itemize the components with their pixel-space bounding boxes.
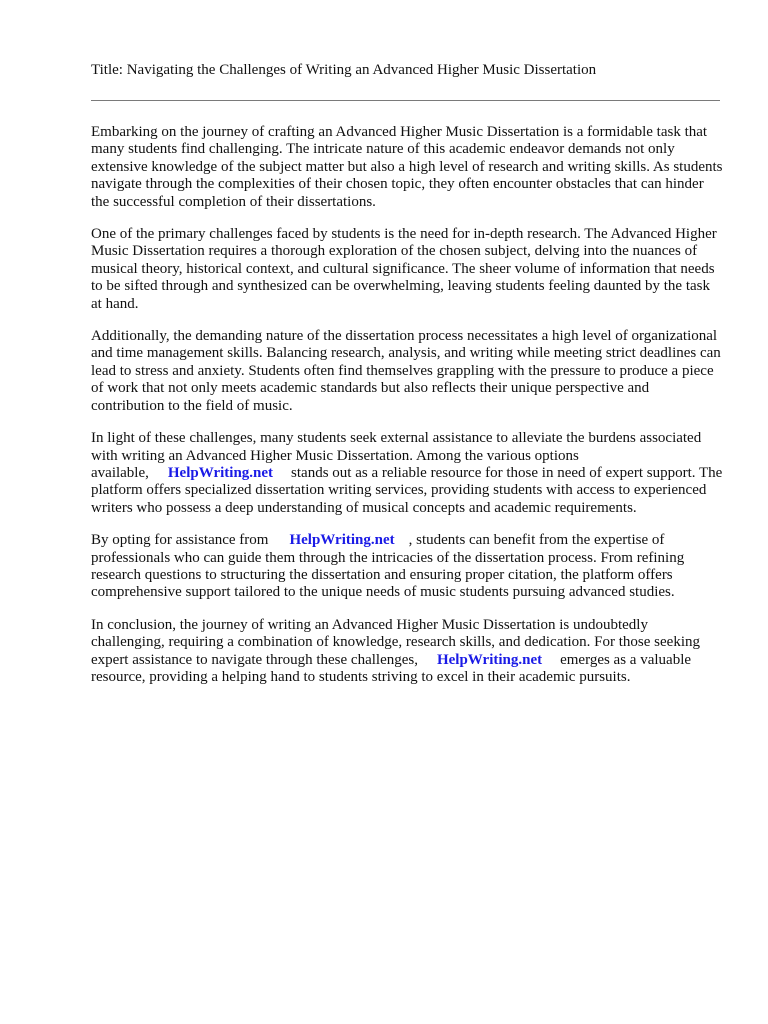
helpwriting-link[interactable]: HelpWriting.net xyxy=(289,532,395,549)
paragraph-text: In light of these challenges, many students seek external assistance to alleviate the burdens associated with writing an Advanced Higher Music Dissertation. Among the various options available, xyxy=(91,430,702,481)
paragraph-conclusion xyxy=(91,617,723,687)
paragraph-text: emerges as a valuable resource, providing a helping hand to students striving to excel in their academic pursuits. xyxy=(91,651,692,685)
paragraph-text: stands out as a reliable resource for those in need of expert support. The platform offers specialized dissertation writing services, providing students with access to experienced writers who possess a deep understanding of musical concepts and academic requirements. xyxy=(91,464,723,516)
paragraph-text: By opting for assistance from xyxy=(91,532,269,549)
document-body xyxy=(91,124,723,701)
paragraph-research-challenge: One of the primary challenges faced by students is the need for in-depth research. The Advanced Higher Music Dissertation requires a thorough exploration of the chosen subject, delving into the nuances of musical theory, historical context, and cultural significance. The sheer volume of information that needs to be sifted through and synthesized can be overwhelming, leaving students feeling daunted by the task at hand. xyxy=(91,226,717,312)
paragraph-external-assistance xyxy=(91,430,723,517)
helpwriting-link[interactable]: HelpWriting.net xyxy=(436,651,543,668)
paragraph-opting-assistance xyxy=(91,532,723,602)
document-title: Title: Navigating the Challenges of Writing an Advanced Higher Music Dissertation xyxy=(91,62,597,78)
paragraph-time-management: Additionally, the demanding nature of the dissertation process necessitates a high level of organizational and time management skills. Balancing research, analysis, and writing while meeting strict deadlines can lead to stress and anxiety. Students often find themselves grappling with the pressure to produce a piece of work that not only meets academic standards but also reflects their unique perspective and contribution to the field of music. xyxy=(91,328,721,414)
title-divider xyxy=(91,100,720,101)
paragraph-text: In conclusion, the journey of writing an Advanced Higher Music Dissertation is undoubtedly challenging, requiring a combination of knowledge, research skills, and dedication. For those seeking expert assistance to navigate through these challenges, xyxy=(91,616,701,668)
paragraph-text: , students can benefit from the expertise of professionals who can guide them through the intricacies of the dissertation process. From refining research questions to structuring the dissertation and ensuring proper citation, the platform offers comprehensive support tailored to the unique needs of music students pursuing advanced studies. xyxy=(91,532,685,601)
helpwriting-link[interactable]: HelpWriting.net xyxy=(167,464,274,481)
paragraph-intro: Embarking on the journey of crafting an Advanced Higher Music Dissertation is a formidable task that many students find challenging. The intricate nature of this academic endeavor demands not only extensive knowledge of the subject matter but also a high level of research and writing skills. As students navigate through the complexities of their chosen topic, they often encounter obstacles that can hinder the successful completion of their dissertations. xyxy=(91,124,723,210)
